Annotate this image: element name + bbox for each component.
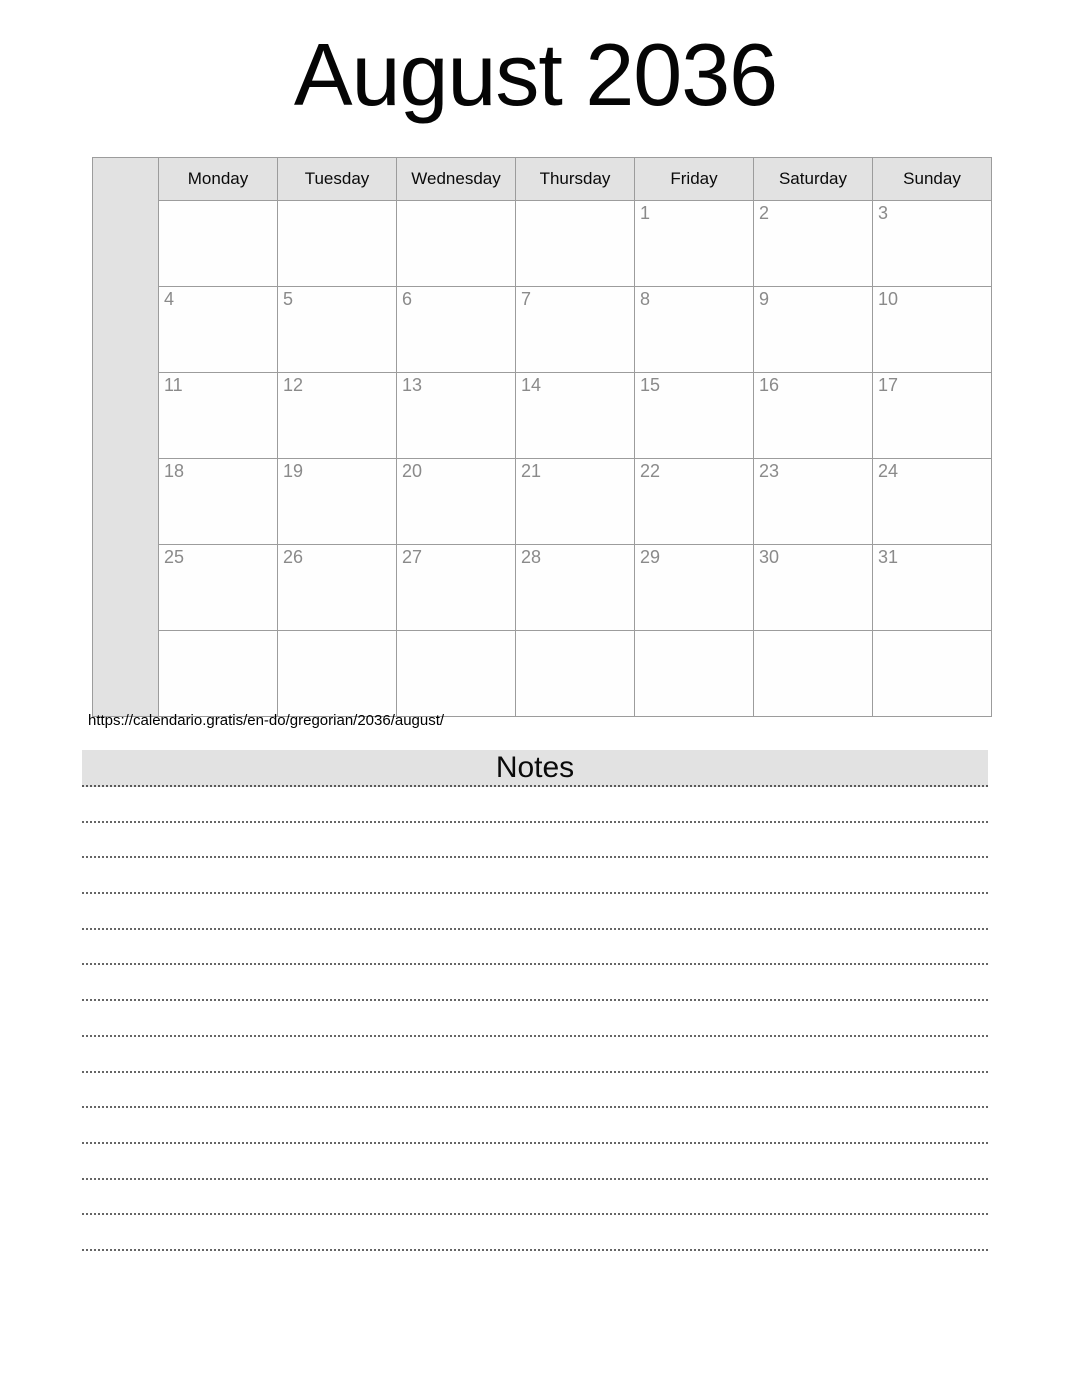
day-cell: 27 xyxy=(397,545,516,631)
day-cell xyxy=(754,631,873,717)
note-line xyxy=(82,1037,988,1073)
day-cell: 12 xyxy=(278,373,397,459)
weekday-header-saturday: Saturday xyxy=(754,158,873,201)
week-row xyxy=(93,201,992,287)
notes-lines-area xyxy=(82,787,988,1251)
day-cell: 22 xyxy=(635,459,754,545)
note-line xyxy=(82,894,988,930)
weekday-header-thursday: Thursday xyxy=(516,158,635,201)
day-cell xyxy=(278,631,397,717)
day-cell: 28 xyxy=(516,545,635,631)
day-cell xyxy=(516,201,635,287)
day-cell: 7 xyxy=(516,287,635,373)
week-row xyxy=(93,631,992,717)
calendar-table xyxy=(92,157,992,717)
day-cell xyxy=(159,631,278,717)
week-row xyxy=(93,459,992,545)
day-cell: 20 xyxy=(397,459,516,545)
note-line xyxy=(82,1108,988,1144)
day-cell: 26 xyxy=(278,545,397,631)
note-line xyxy=(82,823,988,859)
note-line xyxy=(82,1073,988,1109)
day-cell xyxy=(516,631,635,717)
day-cell: 17 xyxy=(873,373,992,459)
day-cell: 15 xyxy=(635,373,754,459)
day-cell: 18 xyxy=(159,459,278,545)
day-cell: 23 xyxy=(754,459,873,545)
note-line xyxy=(82,1180,988,1216)
day-cell: 5 xyxy=(278,287,397,373)
day-cell: 8 xyxy=(635,287,754,373)
day-cell: 11 xyxy=(159,373,278,459)
day-cell xyxy=(278,201,397,287)
day-cell xyxy=(873,631,992,717)
day-cell: 4 xyxy=(159,287,278,373)
week-row xyxy=(93,287,992,373)
day-cell: 3 xyxy=(873,201,992,287)
week-row xyxy=(93,373,992,459)
week-number-column xyxy=(93,158,159,717)
day-cell: 29 xyxy=(635,545,754,631)
note-line xyxy=(82,787,988,823)
notes-header xyxy=(82,750,988,787)
day-cell: 16 xyxy=(754,373,873,459)
day-cell xyxy=(397,201,516,287)
day-cell: 19 xyxy=(278,459,397,545)
source-url-text: https://calendario.gratis/en-do/gregorian/2036/august/ xyxy=(88,712,445,729)
day-cell: 9 xyxy=(754,287,873,373)
page-title: August 2036 xyxy=(293,25,778,124)
weekday-header-wednesday: Wednesday xyxy=(397,158,516,201)
day-cell: 30 xyxy=(754,545,873,631)
note-line xyxy=(82,1144,988,1180)
day-cell: 21 xyxy=(516,459,635,545)
day-cell xyxy=(397,631,516,717)
day-cell: 13 xyxy=(397,373,516,459)
day-cell xyxy=(635,631,754,717)
day-cell: 31 xyxy=(873,545,992,631)
day-cell: 25 xyxy=(159,545,278,631)
day-cell: 6 xyxy=(397,287,516,373)
note-line xyxy=(82,1215,988,1251)
day-cell: 14 xyxy=(516,373,635,459)
notes-title: Notes xyxy=(495,751,575,784)
weekday-header-row xyxy=(93,158,992,201)
week-row xyxy=(93,545,992,631)
day-cell: 10 xyxy=(873,287,992,373)
note-line xyxy=(82,965,988,1001)
weekday-header-friday: Friday xyxy=(635,158,754,201)
note-line xyxy=(82,930,988,966)
weekday-header-sunday: Sunday xyxy=(873,158,992,201)
day-cell: 2 xyxy=(754,201,873,287)
day-cell: 1 xyxy=(635,201,754,287)
day-cell: 24 xyxy=(873,459,992,545)
note-line xyxy=(82,1001,988,1037)
day-cell xyxy=(159,201,278,287)
weekday-header-monday: Monday xyxy=(159,158,278,201)
weekday-header-tuesday: Tuesday xyxy=(278,158,397,201)
note-line xyxy=(82,858,988,894)
